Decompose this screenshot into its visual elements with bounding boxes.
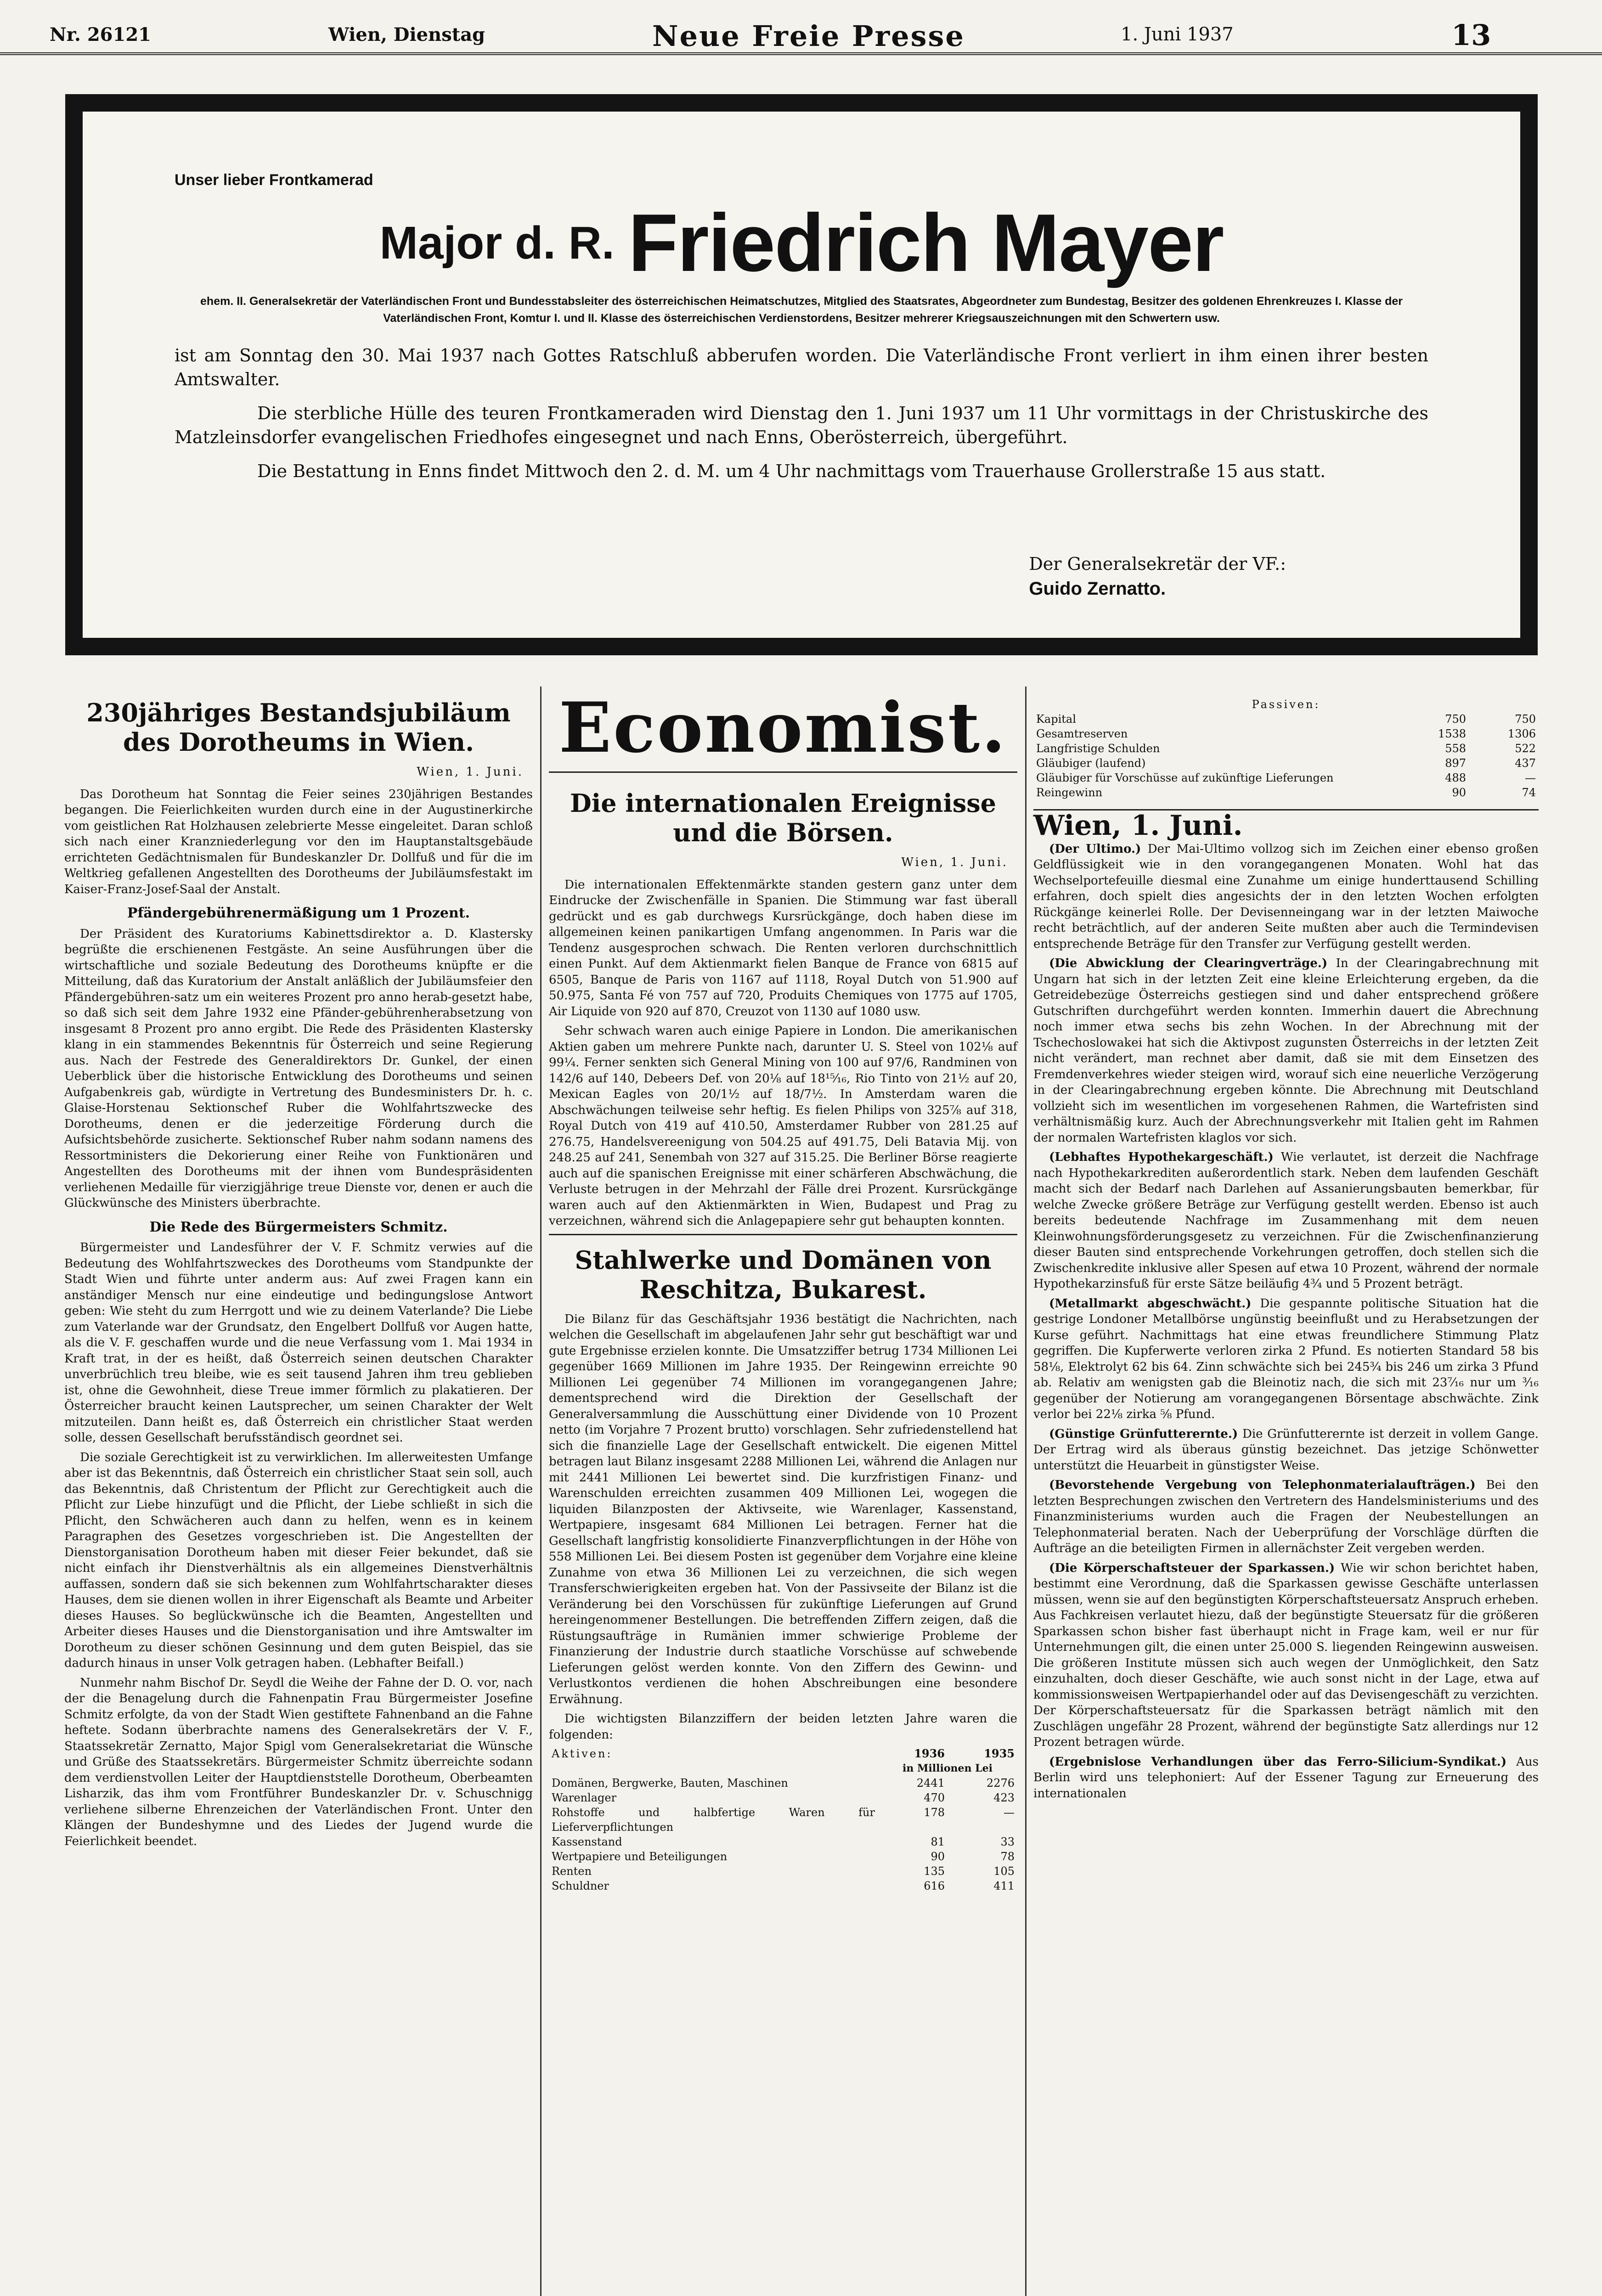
row-label: Kapital: [1036, 713, 1076, 726]
column-header: 1936: [914, 1747, 945, 1760]
row-label: Renten: [552, 1865, 592, 1878]
paragraph-heading: (Lebhaftes Hypothekargeschäft.): [1049, 1150, 1274, 1164]
table-row: [1033, 771, 1539, 785]
paragraph-heading: (Die Körperschaftsteuer der Sparkassen.): [1049, 1561, 1335, 1575]
balance-table-passiven: [1033, 697, 1539, 800]
paragraph-heading: (Günstige Grünfutterernte.): [1049, 1427, 1238, 1441]
paragraph: Die Bilanz für das Geschäftsjahr 1936 bestätigt die Nachrichten, nach welchen die Gesellschaft im abgelaufenen Jahr sehr gut beschäftigt war und gute Ergebnisse erzielen konnte. Die Umsatzziffer betrug 1734 Millionen Lei gegenüber 1669 Millionen im Jahre 1935. Der Reingewinn erreichte 90 Millionen Lei gegenüber 74 Millionen im vorangegangenen Jahre; dementsprechend wird die Direktion der Gesellschaft der Generalversammlung die Ausschüttung einer Dividende von 10 Prozent netto (im Vorjahre 7 Prozent brutto) vorschlagen. Sehr zufriedenstellend hat sich die finanzielle Lage der Gesellschaft entwickelt. Die eigenen Mittel betragen laut Bilanz insgesamt 2288 Millionen Lei, während die Anlagen nur mit 2441 Millionen Lei bewertet sind. Die kurzfristigen Finanz- und Warenschulden erreichten zusammen 409 Millionen Lei, wogegen die liquiden Bilanzposten der Aktivseite, wie Warenlager, Kassenstand, Wertpapiere, insgesamt 684 Millionen Lei betragen. Ferner hat die Gesellschaft langfristig konsolidierte Finanzverpflichtungen in der Höhe von 558 Millionen Lei. Bei diesem Posten ist gegenüber dem Vorjahre eine kleine Zunahme von etwa 36 Millionen Lei zu verzeichnen, die sich wegen Transferschwierigkeiten ergeben hat. Von der Passivseite der Bilanz ist die Veränderung bei den Vorschüssen für zukünftige Lieferungen auf Grund hereingenommener Bestellungen. Die betreffenden Ziffern zeigen, daß die Rüstungsaufträge in Rumänien immer schwierige Probleme der Finanzierung der Industrie durch staatliche Vorschüsse auf schwebende Lieferungen gelöst werden konnte. Von den Ziffern des Gewinn- und Verlustkontos verdienen die hohen Abschreibungen eine besondere Erwähnung.: [549, 1312, 1017, 1706]
economist-section: [549, 687, 1017, 1901]
place-day: Wien, Dienstag: [328, 24, 485, 45]
cell-value: 470: [924, 1791, 945, 1804]
paragraph: Nunmehr nahm Bischof Dr. Seydl die Weihe der Fahne der D. O. vor, nach der die Benagelung durch die Fahnenpatin Frau Bürgermeister Josefine Schmitz erfolgte, da von der Stadt Wien gestiftete Fahnenband an die Fahne heftete. Sodann überbrachte namens des Generalsekretärs der V. F., Staatssekretär Zernatto, Major Spigl vom Generalsekretariat die Wünsche und Grüße des Staatssekretärs. Bürgermeister Schmitz überreichte sodann dem verdienstvollen Leiter der Hauptdienststelle Dorotheum, Oberbeamten Lisharzik, das ihm vom Frontführer Bundeskanzler Dr. v. Schuschnigg verliehene silberne Ehrenzeichen der Vaterländischen Front. Unter den Klängen der Bundeshymne und des Liedes der Jugend wurde die Feierlichkeit beendet.: [64, 1676, 533, 1848]
row-label: Warenlager: [552, 1791, 617, 1804]
paragraph-text: In der Clearingabrechnung mit Ungarn hat sich in der letzten Zeit eine kleine Erleichterung ergeben, da die Getreidebezüge Österreichs gestiegen sind und daher entsprechend größere Gutschriften durchgeführt werden konnten. Immerhin dauert die Abrechnung noch immer etwa sechs bis zehn Wochen. In der Abrechnung mit der Tschechoslowakei hat sich die Aktivpost zugunsten Österreichs in der letzten Zeit nicht verändert, man rechnet aber damit, daß sie mit dem Einsetzen des Fremdenverkehres wieder steigen wird, worauf sich eine neuerliche Verzögerung in der Clearingabrechnung ergeben könnte. Die Abrechnung mit Deutschland vollzieht sich im wesentlichen im vorgesehenen Rahmen, die Wartefristen sind verhältnismäßig kurz. Auch der Abrechnungsverkehr mit Italien geht im Rahmen der normalen Wartefristen klaglos vor sich.: [1033, 957, 1539, 1145]
row-label: Kassenstand: [552, 1835, 622, 1848]
paragraph: [1033, 1560, 1539, 1750]
row-label: Gläubiger (laufend): [1036, 757, 1146, 770]
row-label: Wertpapiere und Beteiligungen: [552, 1850, 728, 1863]
cell-value: 178: [924, 1806, 945, 1819]
signature-role: Der Generalsekretär der VF.:: [1029, 554, 1286, 574]
table-row: [549, 1864, 1017, 1879]
table-row: [549, 1835, 1017, 1849]
section-title: Wien, 1. Juni.: [1033, 809, 1539, 834]
table-row: [1033, 726, 1539, 741]
paragraph: Die soziale Gerechtigkeit ist zu verwirklichen. Im allerweitesten Umfange aber ist das Bekenntnis, daß Österreich ein christlicher Staat sein soll, auch das Bekenntnis, daß Christentum der Pflicht zur Gerechtigkeit auch die Pflicht zur Liebe hinzufügt und die Pflicht, der Liebe schließt in sich die Pflicht, den Schwächeren auch dann zu helfen, wenn es in keinem Paragraphen des Gesetzes vorgeschrieben ist. Die Angestellten der Dienstorganisation Dorotheum haben mit dieser Feier bekundet, daß sie nicht einfach ihr Dienstverhältnis als ein allgemeines Dienstverhältnis auffassen, sondern daß sie sich bekennen zum Wohlfahrtscharakter dieses Hauses, dem sie dienen wollen in ihrer Eigenschaft als Beamte und Arbeiter dieses Hauses. So beglückwünsche ich die Beamten, Angestellten und Arbeiter dieses Hauses und die Dienstorganisation und ihre Amtswalter im Dorotheum zu dieser schönen Gesinnung und dem guten Beispiel, das sie dadurch hinaus in unser Volk getragen haben. (Lebhafter Beifall.): [64, 1450, 533, 1670]
paragraph-text: Wie wir schon berichtet haben, bestimmt eine Verordnung, daß die Sparkassen gewisse Geschäfte unterlassen müssen, wenn sie auf den begünstigten Körperschaftsteuersatz Anspruch erheben. Aus Fachkreisen verlautet hiezu, daß der begünstigte Steuersatz für die größeren Sparkassen schon bisher fast überhaupt nicht in Frage kam, weil er nur für Unternehmungen gilt, die einen unter 25.000 S. liegenden Reingewinn ausweisen. Die größeren Institute müssen sich auch wegen der Unmöglichkeit, den Satz einzuhalten, doch dieser Geschäfte, wie auch sonst nicht in der Lage, etwa auf kommissionsweisen Wertpapierhandel oder auf das Devisengeschäft zu verzichten. Der Körperschaftsteuersatz für die Sparkassen beträgt nämlich mit den Zuschlägen ungefähr 28 Prozent, während der begünstigte Satz allerdings nur 12 Prozent betragen würde.: [1033, 1561, 1539, 1749]
column-header: 1935: [984, 1747, 1015, 1760]
paragraph: [1033, 1296, 1539, 1423]
cell-value: 105: [993, 1865, 1015, 1878]
article-title: 230jähriges Bestandsjubiläum des Dorotheums in Wien.: [86, 698, 511, 757]
dateline: Wien, 1. Juni.: [417, 765, 524, 779]
divider: [549, 1234, 1017, 1235]
subheading: Die Rede des Bürgermeisters Schmitz.: [149, 1219, 448, 1235]
table-row: [549, 1776, 1017, 1790]
cell-value: 90: [931, 1850, 945, 1863]
newspaper-title: Neue Freie Presse: [652, 19, 965, 53]
paragraph-heading: (Metallmarkt abgeschwächt.): [1049, 1296, 1252, 1311]
signature-name: Guido Zernatto.: [1029, 579, 1166, 599]
finance-column: [1033, 693, 1539, 1805]
paragraph: [1033, 1754, 1539, 1802]
table-row: [549, 1790, 1017, 1805]
cell-value: 616: [924, 1880, 945, 1892]
paragraph: [1033, 1426, 1539, 1474]
obituary-titles: ehem. II. Generalsekretär der Vaterländischen Front und Bundesstabsleiter des österreichischen Heimatschutzes, Mitglied des Staatsrates, Abgeordneter zum Bundestag, Besitzer des goldenen Ehrenkreuzes I. Klasse der Vaterländischen Front, Komtur I. und II. Klasse des österreichischen Verdienstordens, Besitzer mehrerer Kriegsauszeichnungen mit den Schwertern usw.: [200, 295, 1403, 325]
obituary-name: Friedrich Mayer: [628, 197, 1224, 288]
paragraph-text: Die gespannte politische Situation hat die gestrige Londoner Metallbörse ungünstig beeinflußt und zu Herabsetzungen der Kurse geführt. Nachmittags hat eine etwas freundlichere Stimmung Platz gegriffen. Die Kupferwerte verloren zirka 2 Pfund. Es notierten Standard 58 bis 58⅛, Elektrolyt 62 bis 64. Zinn schwächte sich bei 245¾ bis 246 um zirka 3 Pfund ab. Relativ am wenigsten gab die Bleinotiz nach, die sich mit 23⁷⁄₁₆ nur um ³⁄₁₆ gegenüber der Notierung am vorangegangenen Börsentage abschwächte. Zink verlor bei 22⅛ zirka ⅝ Pfund.: [1033, 1296, 1539, 1421]
obituary-content: [83, 112, 1520, 638]
obituary-paragraph: Die Bestattung in Enns findet Mittwoch den 2. d. M. um 4 Uhr nachmittags vom Trauerhause Grollerstraße 15 aus statt.: [257, 461, 1326, 481]
table-row: [549, 1879, 1017, 1893]
cell-value: 2276: [986, 1777, 1015, 1790]
paragraph: Das Dorotheum hat Sonntag die Feier seines 230jährigen Bestandes begangen. Die Feierlichkeiten wurden durch eine in der Augustinerkirche vom geistlichen Rat Holzhausen zelebrierte Messe eingeleitet. Daran schloß sich nach einer Kranzniederlegung vor den im Hauptanstaltsgebäude errichteten Gedächtnismalen für Bundeskanzler Dr. Dollfuß und für die im Weltkrieg gefallenen Angestellten des Dorotheums der Jubiläumsfestakt im Kaiser-Franz-Josef-Saal der Anstalt.: [64, 787, 533, 896]
row-label: Domänen, Bergwerke, Bauten, Maschinen: [552, 1777, 788, 1790]
paragraph-text: Bei den letzten Besprechungen zwischen den Vertretern des Handelsministeriums und des Finanzministeriums wurden auch die Fragen der Neubestellungen an Telephonmaterial beraten. Nach der Ueberprüfung der Vorschläge dürften die Aufträge an die beteiligten Firmen in allernächster Zeit vergeben werden.: [1033, 1478, 1539, 1555]
cell-value: 488: [1445, 771, 1466, 784]
cell-value: 2441: [916, 1777, 945, 1790]
cell-value: 897: [1445, 757, 1466, 770]
paragraph: [1033, 956, 1539, 1146]
table-row: [1033, 756, 1539, 771]
cell-value: 90: [1452, 786, 1466, 799]
unit-label: in Millionen Lei: [903, 1762, 993, 1774]
cell-value: —: [1525, 771, 1536, 784]
page-number: 13: [1451, 18, 1491, 52]
table-row: [549, 1849, 1017, 1864]
paragraph-text: Der Mai-Ultimo vollzog sich im Zeichen einer ebenso großen Geldflüssigkeit wie in den vorangegangenen Monaten. Wohl hat das Wechselportefeuille diesmal eine Zunahme um einige hunderttausend Schilling erfahren, doch spielt dies angesichts der in den letzten Wochen erfolgten Rückgänge keinerlei Rolle. Der Devisenneingang war in der letzten Maiwoche recht beträchtlich, auf der anderen Seite mußten aber auch die Termindevisen entsprechende Beträge für den Transfer zur Verfügung gestellt werden.: [1033, 842, 1539, 951]
row-label: Reingewinn: [1036, 786, 1103, 799]
obituary-paragraph: ist am Sonntag den 30. Mai 1937 nach Gottes Ratschluß abberufen worden. Die Vaterländische Front verliert in ihm einen ihrer besten Amtswalter.: [175, 345, 1428, 389]
article-title: Die internationalen Ereignisse und die Börsen.: [570, 788, 997, 847]
cell-value: 411: [993, 1880, 1015, 1892]
column-rule: [1025, 687, 1027, 2296]
obituary-rank: Major d. R.: [379, 217, 615, 269]
issue-number: Nr. 26121: [50, 24, 151, 45]
paragraph: [1033, 1149, 1539, 1292]
dateline: Wien, 1. Juni.: [901, 855, 1008, 869]
row-label: Gesamtreserven: [1036, 727, 1128, 740]
paragraph: [1033, 1477, 1539, 1557]
row-label: Langfristige Schulden: [1036, 742, 1160, 755]
cell-value: 33: [1000, 1835, 1015, 1848]
obituary-name-line: [175, 197, 1428, 288]
cell-value: 437: [1515, 757, 1536, 770]
paragraph: Die wichtigsten Bilanzziffern der beiden letzten Jahre waren die folgenden:: [549, 1712, 1017, 1742]
table-row: [549, 1805, 1017, 1835]
paragraph: Die internationalen Effektenmärkte standen gestern ganz unter dem Eindrucke der Zwischenfälle in Spanien. Die Stimmung war fast überall gedrückt und es gab durchwegs Kursrückgänge, doch haben diese im allgemeinen keinen panikartigen Umfang angenommen. In Paris war die Tendenz ausgesprochen schwach. Die Renten verloren durchschnittlich einen Punkt. Auf dem Aktienmarkt fielen Banque de France von 6815 auf 6505, Banque de Paris von 1167 auf 1118, Royal Dutch von 51.900 auf 50.975, Santa Fé von 757 auf 720, Produits Chemiques von 1775 auf 1705, Air Liquide von 920 auf 870, Creuzot von 1130 auf 1080 usw.: [549, 878, 1017, 1019]
article-title: Stahlwerke und Domänen von Reschitza, Bukarest.: [575, 1245, 992, 1304]
issue-date: 1. Juni 1937: [1121, 24, 1234, 45]
cell-value: 750: [1445, 713, 1466, 726]
column-rule: [540, 687, 542, 2296]
paragraph-heading: (Bevorstehende Vergebung von Telephonmaterialaufträgen.): [1049, 1478, 1476, 1492]
row-label: Schuldner: [552, 1880, 609, 1892]
subheading: Pfändergebührenermäßigung um 1 Prozent.: [127, 905, 470, 921]
page-header: [0, 0, 1602, 55]
cell-value: 750: [1515, 713, 1536, 726]
paragraph: Sehr schwach waren auch einige Papiere in London. Die amerikanischen Aktien gaben um mehrere Punkte nach, darunter U. S. Steel von 102⅛ auf 99¼. Ferner senkten sich General Mining von 100 auf 97/6, Randminen von 142/6 auf 140, Debeers Def. von 20⅛ auf 18¹⁵⁄₁₆, Rio Tinto von 21½ auf 20, Mexican Eagles von 20/1½ auf 18/7½. In Amsterdam waren die Abschwächungen teilweise sehr heftig. Es fielen Philips von 325⅞ auf 318, Royal Dutch von 419 auf 410.50, Amsterdamer Rubber von 281.25 auf 276.75, Handelsvereenigung von 504.25 auf 491.75, Deli Batavia Mij. von 248.25 auf 241, Senembah von 327 auf 315.25. Die Berliner Börse reagierte auch auf die spanischen Ereignisse mit einer schärferen Abschwächung, die Verluste betrugen in der Mehrzahl der Fälle drei Prozent. Kursrückgänge waren auch auf den Aktienmärkten in Wien, Budapest und Prag zu verzeichnen, während sich die Anlagepapiere sehr gut behaupten konnten.: [549, 1024, 1017, 1228]
table-row: [1033, 712, 1539, 726]
cell-value: 135: [924, 1865, 945, 1878]
cell-value: 1306: [1507, 727, 1536, 740]
paragraph-heading: (Ergebnislose Verhandlungen über das Ferro-Silicium-Syndikat.): [1049, 1755, 1507, 1769]
cell-value: 81: [931, 1835, 945, 1848]
cell-value: 1538: [1438, 727, 1466, 740]
article-dorotheum: [64, 693, 533, 1853]
paragraph-text: Die Grünfutterernte ist derzeit in vollem Gange. Der Ertrag wird als überaus günstig bezeichnet. Das jetzige Schönwetter unterstützt die Heuarbeit in günstigster Weise.: [1033, 1427, 1539, 1473]
row-label: Rohstoffe und halbfertige Waren für Lieferverpflichtungen: [552, 1806, 875, 1834]
cell-value: —: [1004, 1806, 1015, 1819]
balance-table-aktiven: [549, 1746, 1017, 1893]
table-row: [1033, 741, 1539, 756]
cell-value: 78: [1000, 1850, 1015, 1863]
row-label: Gläubiger für Vorschüsse auf zukünftige Lieferungen: [1036, 771, 1334, 784]
table-row: [1033, 785, 1539, 800]
paragraph: Bürgermeister und Landesführer der V. F. Schmitz verwies auf die Bedeutung des Wohlfahrtszweckes des Dorotheums vom Standpunkte der Stadt Wien und führte unter anderm aus: Auf zwei Fragen kann ein anständiger Mensch nur eine eindeutige und bedingungslose Antwort geben: Wie steht du zum Herrgott und wie zu deinem Vaterlande? Die Liebe zum Vaterlande war der Grundsatz, den Engelbert Dollfuß vor Augen hatte, als die V. F. geschaffen wurde und die neue Verfassung vom 1. Mai 1934 in Kraft trat, in der es heißt, daß Österreich seinen deutschen Charakter unverbrüchlich treu bleibe, wie es seit tausend Jahren ihm treu geblieben ist, ohne die Gewohnheit, diese Treue immer förmlich zu plakatieren. Der Österreicher braucht keinen Lautsprecher, um seinen Charakter der Welt mitzuteilen. Dann heißt es, daß Österreich ein christlicher Staat werden solle, dessen Gesellschaft berufsständisch geordnet sei.: [64, 1241, 533, 1445]
paragraph-text: Aus Berlin wird uns telephoniert: Auf der Essener Tagung zur Erneuerung des internationalen: [1033, 1755, 1539, 1801]
obituary-intro: Unser lieber Frontkamerad: [175, 171, 373, 189]
paragraph-heading: (Die Abwicklung der Clearingverträge.): [1049, 957, 1328, 970]
cell-value: 522: [1515, 742, 1536, 755]
obituary-signature: [1029, 551, 1286, 601]
table-label: Passiven:: [1252, 698, 1320, 711]
cell-value: 74: [1522, 786, 1536, 799]
paragraph-text: Wie verlautet, ist derzeit die Nachfrage nach Hypothekarkrediten außerordentlich stark. Neben dem laufenden Geschäft macht sich der Bedarf nach Darlehen auf Assanierungsbauten bemerkbar, für welche Zwecke größere Beträge zur Verfügung gestellt werden. Ebenso ist auch bereits bedeutende Nachfrage im Zusammenhang mit dem neuen Kleinwohnungsförderungsgesetz zu verzeichnen. Für die Zwischenfinanzierung dieser Bauten sind entsprechende Vorkehrungen getroffen, doch stellen sich die Zwischenkredite inklusive aller Spesen auf etwa 10 Prozent, während der normale Hypothekarzinsfuß für erste Sätze beiläufig 4¾ und 5 Prozent beträgt.: [1033, 1150, 1539, 1291]
section-title: Economist.: [549, 693, 1017, 773]
obituary-paragraph: Die sterbliche Hülle des teuren Frontkameraden wird Dienstag den 1. Juni 1937 um 11 Uhr vormittags in der Christuskirche des Matzleinsdorfer evangelischen Friedhofes eingesegnet und nach Enns, Oberösterreich, übergeführt.: [175, 403, 1428, 447]
paragraph: Der Präsident des Kuratoriums Kabinettsdirektor a. D. Klastersky begrüßte die erschienenen Festgäste. An seine Ausführungen über die wirtschaftliche und soziale Bedeutung des Dorotheums knüpfte er die Mitteilung, daß das Kuratorium der Anstalt anläßlich der Jubiläumsfeier den Pfändergebühren-satz um ein weiteres Prozent pro anno herab-gesetzt habe, so daß sich seit dem Jahre 1932 eine Pfänder-gebührenherabsetzung von insgesamt 8 Prozent pro anno ergibt. Die Rede des Präsidenten Klastersky klang in ein stammendes Bekenntnis für Österreich und seine Regierung aus. Nach der Festrede des Generaldirektors Dr. Gunkel, der einen Ueberblick über die historische Entwicklung des Dorotheums und seinen Aufgabenkreis gab, würdigte in Vertretung des Bundesministers Dr. h. c. Glaise-Horstenau Sektionschef Ruber die Wohlfahrtszwecke des Dorotheums, denen er die jederzeitige Förderung durch die Aufsichtsbehörde zusicherte. Sektionschef Ruber nahm sodann namens des Ressortministers die Dekorierung einer Reihe von Funktionären und Angestellten des Dorotheums mit der ihnen vom Bundespräsidenten verliehenen Medaille für vierzigjährige treue Dienste vor, denen er auch die Glückwünsche des Ministers überbrachte.: [64, 927, 533, 1210]
table-label: Aktiven:: [552, 1747, 613, 1760]
paragraph: [1033, 841, 1539, 952]
paragraph-heading: (Der Ultimo.): [1049, 842, 1141, 856]
cell-value: 423: [993, 1791, 1015, 1804]
obituary-box: [65, 94, 1538, 655]
cell-value: 558: [1445, 742, 1466, 755]
